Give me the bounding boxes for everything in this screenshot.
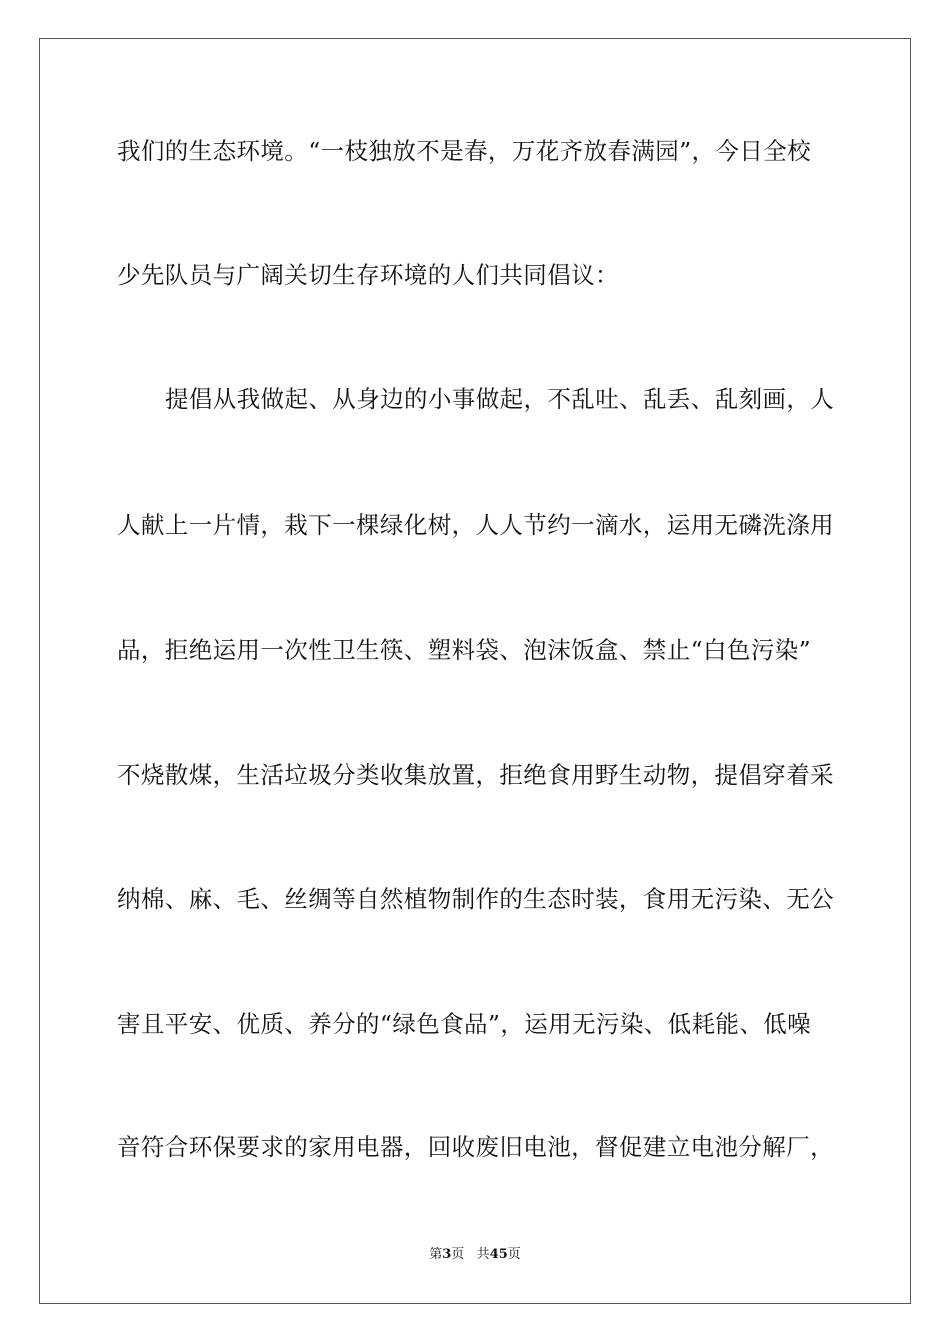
paragraph-line-5: 品，拒绝运用一次性卫生筷、塑料袋、泡沫饭盒、禁止“白色污染”	[117, 636, 812, 664]
page-label-suffix: 页	[451, 1247, 465, 1262]
page-number: 3	[442, 1247, 452, 1262]
total-label-prefix: 共	[476, 1247, 490, 1262]
paragraph-line-4: 人献上一片情，栽下一棵绿化树，人人节约一滴水，运用无磷洗涤用	[117, 511, 834, 539]
page-label-prefix: 第	[429, 1247, 443, 1262]
paragraph-line-3: 提倡从我做起、从身边的小事做起，不乱吐、乱丢、乱刻画，人	[165, 385, 835, 413]
total-pages: 45	[489, 1247, 508, 1262]
paragraph-line-2: 少先队员与广阔关切生存环境的人们共同倡议：	[117, 261, 619, 289]
total-label-suffix: 页	[507, 1247, 521, 1262]
paragraph-line-6: 不烧散煤，生活垃圾分类收集放置，拒绝食用野生动物，提倡穿着采	[117, 761, 834, 789]
paragraph-line-1: 我们的生态环境。“一枝独放不是春，万花齐放春满园”，今日全校	[117, 137, 812, 165]
paragraph-line-7: 纳棉、麻、毛、丝绸等自然植物制作的生态时装，食用无污染、无公	[117, 885, 834, 913]
page-frame	[39, 38, 911, 1304]
paragraph-line-9: 音符合环保要求的家用电器，回收废旧电池，督促建立电池分解厂，	[117, 1133, 834, 1161]
paragraph-line-8: 害且平安、优质、养分的“绿色食品”，运用无污染、低耗能、低噪	[117, 1010, 812, 1038]
page-footer	[0, 1245, 950, 1265]
